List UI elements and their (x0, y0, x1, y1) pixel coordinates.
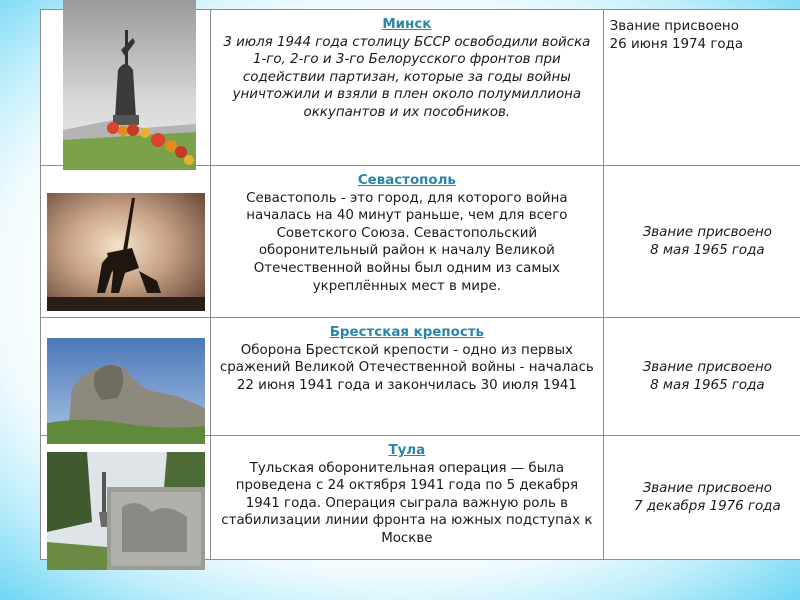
city-link-brest[interactable]: Брестская крепость (329, 325, 484, 340)
award-cell (603, 436, 800, 560)
award-date: 8 мая 1965 года (650, 242, 765, 258)
award-date: 26 июня 1974 года (609, 36, 744, 52)
brest-fortress-monument-photo (47, 338, 205, 444)
award-date: 7 декабря 1976 года (633, 498, 781, 514)
award-cell (603, 318, 800, 436)
award-label: Звание присвоено (609, 19, 739, 34)
description-cell (211, 166, 604, 318)
city-link-tula[interactable]: Тула (388, 443, 426, 458)
description-text: Тульская оборонительная операция — была проведена с 24 октября 1941 года по 5 декабря 1941 года. Операция сыграла важную роль в стабилизации линии фронта на южных подступах к Москве (221, 460, 593, 546)
description-cell (211, 318, 604, 436)
description-cell (211, 10, 604, 166)
award-cell (603, 10, 800, 166)
award-label: Звание присвоено (642, 359, 772, 375)
description-text: Севастополь - это город, для которого война началась на 40 минут раньше, чем для всего Советского Союза. Севастопольский оборонительный район к началу Великой Отечественной войны был одним из самых укреплённых мест в мире. (246, 190, 568, 294)
city-link-minsk[interactable]: Минск (382, 17, 432, 32)
award-cell (603, 166, 800, 318)
description-cell (211, 436, 604, 560)
minsk-obelisk-photo (63, 0, 196, 170)
description-text: Оборона Брестской крепости - одно из первых сражений Великой Отечественной войны - началась 22 июня 1941 года и закончилась 30 июля 1941 (219, 342, 594, 393)
award-label: Звание присвоено (642, 224, 772, 240)
tula-memorial-photo (47, 452, 205, 570)
city-link-sevastopol[interactable]: Севастополь (357, 173, 456, 188)
description-text: 3 июля 1944 года столицу БССР освободили войска 1-го, 2-го и 3-го Белорусского фронтов при содействии партизан, которые за годы войны уничтожили и взяли в плен около полумиллиона оккупантов и их пособников. (223, 34, 591, 120)
award-label: Звание присвоено (642, 480, 772, 496)
sevastopol-monument-silhouette-photo (47, 193, 205, 311)
award-date: 8 мая 1965 года (650, 377, 765, 393)
